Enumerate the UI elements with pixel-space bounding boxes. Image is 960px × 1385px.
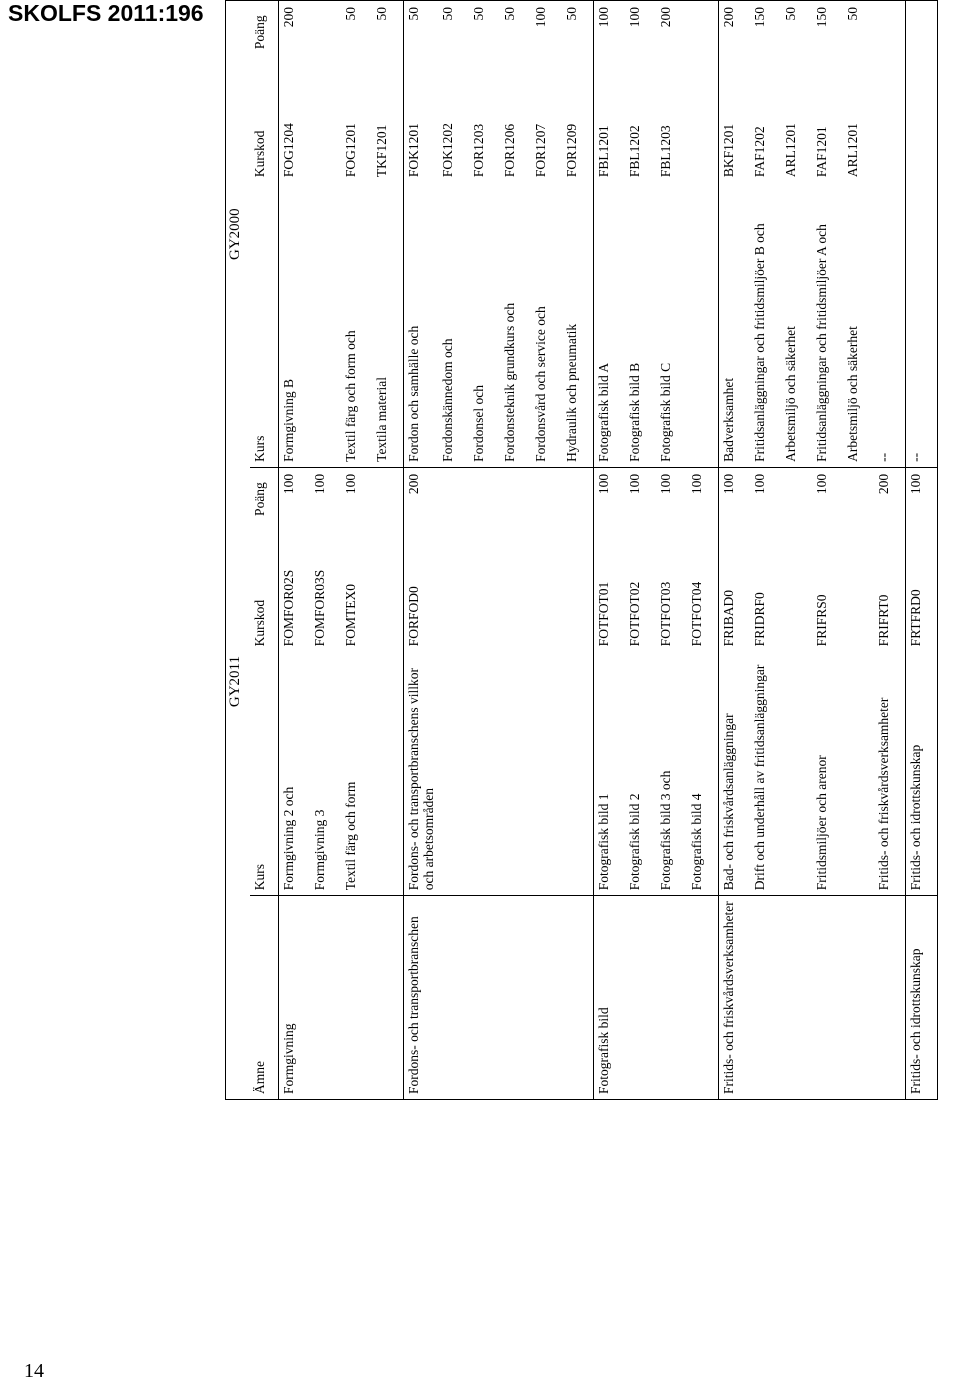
cell-kurs-2011: Bad- och friskvårdsanläggningar <box>719 651 751 895</box>
cell-kurskod-2000: FBL1202 <box>627 125 642 178</box>
cell-poang-2000 <box>687 1 719 55</box>
cell-kurs-2000: Fordonskännedom och <box>440 338 455 462</box>
group-header-row <box>226 1 251 1100</box>
cell-kurs-2000: Arbetsmiljö och säkerhet <box>845 326 860 462</box>
table-row <box>843 1 874 1100</box>
table-row <box>372 1 404 1100</box>
cell-poang-2000: 150 <box>814 7 829 28</box>
cell-amne <box>562 896 594 1100</box>
rotated-table-container <box>225 0 955 1100</box>
cell-kurs-2000: -- <box>906 182 938 467</box>
cell-kurs-2000: Fotografisk bild A <box>594 182 626 467</box>
cell-amne <box>812 896 843 1100</box>
cell-kurskod-2000: ARL1201 <box>845 123 860 178</box>
cell-kurs-2011: Fotografisk bild 4 <box>689 793 704 891</box>
cell-kurs-2000: Fotografisk bild B <box>627 362 642 462</box>
cell-poang-2000: 50 <box>783 7 798 21</box>
cell-amne <box>438 896 469 1100</box>
cell-poang-2011 <box>562 467 594 521</box>
cell-kurs-2011: Textil färg och form <box>343 781 358 891</box>
page-number: 14 <box>24 1360 44 1382</box>
cell-amne <box>469 896 500 1100</box>
cell-amne <box>531 896 562 1100</box>
table-row <box>625 1 656 1100</box>
cell-amne <box>781 896 812 1100</box>
cell-amne: Formgivning <box>279 896 311 1100</box>
cell-kurs-2011: Fotografisk bild 3 och <box>658 770 673 891</box>
cell-poang-2011 <box>781 467 812 521</box>
cell-poang-2000: 200 <box>658 7 673 28</box>
table-row <box>594 1 626 1100</box>
cell-kurs-2000: Badverksamhet <box>719 182 751 467</box>
cell-poang-2000: 50 <box>374 7 389 21</box>
cell-poang-2011: 100 <box>279 467 311 521</box>
cell-poang-2000: 200 <box>281 7 296 28</box>
cell-poang-2011 <box>372 467 404 521</box>
cell-poang-2000: 50 <box>343 7 358 21</box>
cell-kurs-2000: Formgivning B <box>281 378 296 462</box>
cell-amne: Fotografisk bild <box>594 896 626 1100</box>
cell-kurskod-2000: TKF1201 <box>374 124 389 178</box>
cell-poang-2000: 50 <box>440 7 455 21</box>
cell-kurskod-2011 <box>500 521 531 651</box>
cell-kurskod-2011: FRIBAD0 <box>719 521 751 651</box>
cell-poang-2011: 100 <box>719 467 751 521</box>
cell-kurskod-2011 <box>562 521 594 651</box>
table-row <box>656 1 687 1100</box>
cell-kurskod-2000: FOK1201 <box>404 54 439 182</box>
cell-kurskod-2011: FORFOD0 <box>404 521 439 651</box>
table-body <box>279 1 938 1100</box>
cell-kurskod-2011: FRIFRS0 <box>814 594 829 647</box>
cell-poang-2011: 100 <box>906 467 938 521</box>
table-row <box>310 1 341 1100</box>
col-header-poang-2011: Poäng <box>250 467 279 521</box>
cell-amne: Fritids- och friskvårdsverksamheter <box>719 896 751 1100</box>
cell-kurskod-2011: FOTFOT04 <box>689 581 704 647</box>
cell-kurskod-2000: FAF1201 <box>814 126 829 178</box>
cell-poang-2011 <box>500 467 531 521</box>
cell-poang-2000: 50 <box>564 7 579 21</box>
cell-amne <box>625 896 656 1100</box>
table-row <box>750 1 781 1100</box>
cell-kurskod-2011 <box>843 521 874 651</box>
cell-kurs-2000: Fotografisk bild C <box>658 362 673 462</box>
group-header-gy2000: GY2000 <box>227 208 243 261</box>
cell-kurs-2011: Fotografisk bild 1 <box>594 651 626 895</box>
cell-kurs-2011 <box>531 651 562 895</box>
cell-kurskod-2011: FOMFOR03S <box>312 569 327 647</box>
table-row <box>341 1 372 1100</box>
cell-kurs-2000: Fritidsanläggningar och fritidsmiljöer B och <box>752 223 767 462</box>
cell-amne <box>687 896 719 1100</box>
cell-poang-2000: 100 <box>594 1 626 55</box>
page-header: SKOLFS 2011:196 <box>8 0 204 26</box>
cell-poang-2011: 100 <box>310 467 341 521</box>
table-row <box>781 1 812 1100</box>
cell-kurskod-2011 <box>372 521 404 651</box>
cell-kurs-2000 <box>687 182 719 467</box>
cell-kurskod-2000 <box>874 54 906 182</box>
cell-kurs-2000: Textila material <box>374 376 389 462</box>
cell-poang-2011: 100 <box>341 467 372 521</box>
cell-kurs-2011 <box>562 651 594 895</box>
cell-kurs-2011: Fritids- och idrottskunskap <box>906 651 938 895</box>
cell-poang-2000: 50 <box>404 1 439 55</box>
cell-kurskod-2000 <box>906 54 938 182</box>
table-row <box>719 1 751 1100</box>
col-header-kurskod-2000: Kurskod <box>250 54 279 182</box>
table-row <box>279 1 311 1100</box>
cell-amne <box>874 896 906 1100</box>
cell-poang-2011: 100 <box>750 467 781 521</box>
cell-kurs-2000: Fordonsel och <box>471 384 486 462</box>
cell-amne: Fritids- och idrottskunskap <box>906 896 938 1100</box>
cell-kurs-2000: Arbetsmiljö och säkerhet <box>783 326 798 462</box>
cell-kurskod-2011 <box>438 521 469 651</box>
cell-poang-2000: 100 <box>627 7 642 28</box>
cell-kurskod-2000: FBL1201 <box>594 54 626 182</box>
cell-kurskod-2000: FOR1203 <box>471 123 486 178</box>
cell-kurskod-2000: BKF1201 <box>719 54 751 182</box>
cell-amne <box>500 896 531 1100</box>
cell-kurskod-2011: FOTFOT03 <box>658 581 673 647</box>
cell-poang-2000: 50 <box>502 7 517 21</box>
cell-amne: Fordons- och transportbranschen <box>404 896 439 1100</box>
cell-kurs-2000: Hydraulik och pneumatik <box>564 323 579 462</box>
cell-kurs-2011 <box>469 651 500 895</box>
cell-kurs-2011: Formgivning 3 <box>312 809 327 891</box>
cell-kurs-2011: Fritidsmiljöer och arenor <box>814 755 829 891</box>
cell-kurskod-2011: FRIFRT0 <box>876 594 891 647</box>
cell-poang-2011 <box>438 467 469 521</box>
cell-kurskod-2000: ARL1201 <box>783 123 798 178</box>
cell-kurs-2011 <box>781 651 812 895</box>
table-row <box>906 1 938 1100</box>
table-row <box>469 1 500 1100</box>
col-header-poang-2000: Poäng <box>250 1 279 55</box>
cell-kurskod-2011 <box>469 521 500 651</box>
cell-poang-2000: 150 <box>752 7 767 28</box>
cell-kurskod-2000: FOK1202 <box>440 123 455 178</box>
col-header-kurs-2000: Kurs <box>250 182 279 467</box>
col-header-kurs-2011: Kurs <box>250 651 279 895</box>
cell-kurskod-2011: FRTFRD0 <box>906 521 938 651</box>
cell-kurs-2000: Fordon och samhälle och <box>404 182 439 467</box>
cell-kurskod-2011: FOMFOR02S <box>281 569 296 647</box>
table-row <box>687 1 719 1100</box>
cell-kurskod-2000: FOR1206 <box>502 123 517 178</box>
cell-poang-2000: 100 <box>533 7 548 28</box>
cell-poang-2000 <box>874 1 906 55</box>
cell-poang-2011: 100 <box>656 467 687 521</box>
cell-kurs-2011 <box>500 651 531 895</box>
cell-kurs-2011 <box>438 651 469 895</box>
cell-kurs-2000: Fordonsvård och service och <box>533 306 548 462</box>
table-row <box>500 1 531 1100</box>
cell-amne <box>843 896 874 1100</box>
cell-amne <box>310 896 341 1100</box>
cell-poang-2011 <box>531 467 562 521</box>
cell-kurs-2011: Fordons- och transportbranschens villkor och arbetsområden <box>404 651 439 895</box>
cell-kurs-2011: Formgivning 2 och <box>281 786 296 891</box>
cell-amne <box>656 896 687 1100</box>
col-header-kurskod-2011: Kurskod <box>250 521 279 651</box>
cell-kurs-2000 <box>310 182 341 467</box>
table-row <box>438 1 469 1100</box>
cell-poang-2011: 100 <box>687 467 719 521</box>
cell-amne <box>750 896 781 1100</box>
cell-kurs-2011 <box>372 651 404 895</box>
cell-kurskod-2000: FOR1207 <box>533 123 548 178</box>
cell-kurskod-2000: FOR1209 <box>564 123 579 178</box>
cell-poang-2000 <box>310 1 341 55</box>
cell-kurs-2011: Fritids- och friskvårdsverksamheter <box>876 697 891 891</box>
cell-kurs-2000: Fordonsteknik grundkurs och <box>502 302 517 462</box>
cell-kurskod-2011 <box>531 521 562 651</box>
cell-kurskod-2000: FAF1202 <box>752 126 767 178</box>
col-header-amne: Ämne <box>250 896 279 1100</box>
table-row <box>874 1 906 1100</box>
cell-kurskod-2000 <box>687 54 719 182</box>
cell-poang-2000 <box>906 1 938 55</box>
cell-kurs-2000: -- <box>876 452 891 462</box>
cell-poang-2000: 200 <box>719 1 751 55</box>
table-row <box>562 1 594 1100</box>
cell-kurs-2011: Drift och underhåll av fritidsanläggningar <box>752 664 767 891</box>
course-table <box>225 0 938 1100</box>
cell-kurskod-2000: FOG1201 <box>343 123 358 178</box>
cell-poang-2011 <box>843 467 874 521</box>
cell-kurskod-2000: FBL1203 <box>658 125 673 178</box>
group-header-gy2011: GY2011 <box>227 656 243 708</box>
cell-poang-2011: 200 <box>404 467 439 521</box>
cell-kurskod-2000: FOG1204 <box>281 123 296 178</box>
cell-kurskod-2011 <box>781 521 812 651</box>
cell-poang-2000: 50 <box>471 7 486 21</box>
cell-amne <box>372 896 404 1100</box>
cell-kurskod-2000 <box>310 54 341 182</box>
cell-kurskod-2011: FOTFOT02 <box>627 581 642 647</box>
cell-kurskod-2011: FRIDRF0 <box>752 592 767 647</box>
cell-poang-2011: 100 <box>625 467 656 521</box>
cell-kurs-2000: Textil färg och form och <box>343 330 358 462</box>
cell-amne <box>341 896 372 1100</box>
table-row <box>812 1 843 1100</box>
cell-poang-2011: 100 <box>594 467 626 521</box>
cell-kurskod-2011: FOTFOT01 <box>594 521 626 651</box>
cell-poang-2011 <box>469 467 500 521</box>
table-row <box>404 1 439 1100</box>
cell-kurskod-2011: FOMTEX0 <box>343 584 358 647</box>
cell-kurs-2011 <box>843 651 874 895</box>
cell-poang-2011: 100 <box>812 467 843 521</box>
cell-kurs-2000: Fritidsanläggningar och fritidsmiljöer A och <box>814 224 829 462</box>
cell-poang-2011: 200 <box>874 467 906 521</box>
column-header-row <box>250 1 279 1100</box>
cell-kurs-2011: Fotografisk bild 2 <box>627 793 642 891</box>
table-row <box>531 1 562 1100</box>
cell-poang-2000: 50 <box>845 7 860 21</box>
